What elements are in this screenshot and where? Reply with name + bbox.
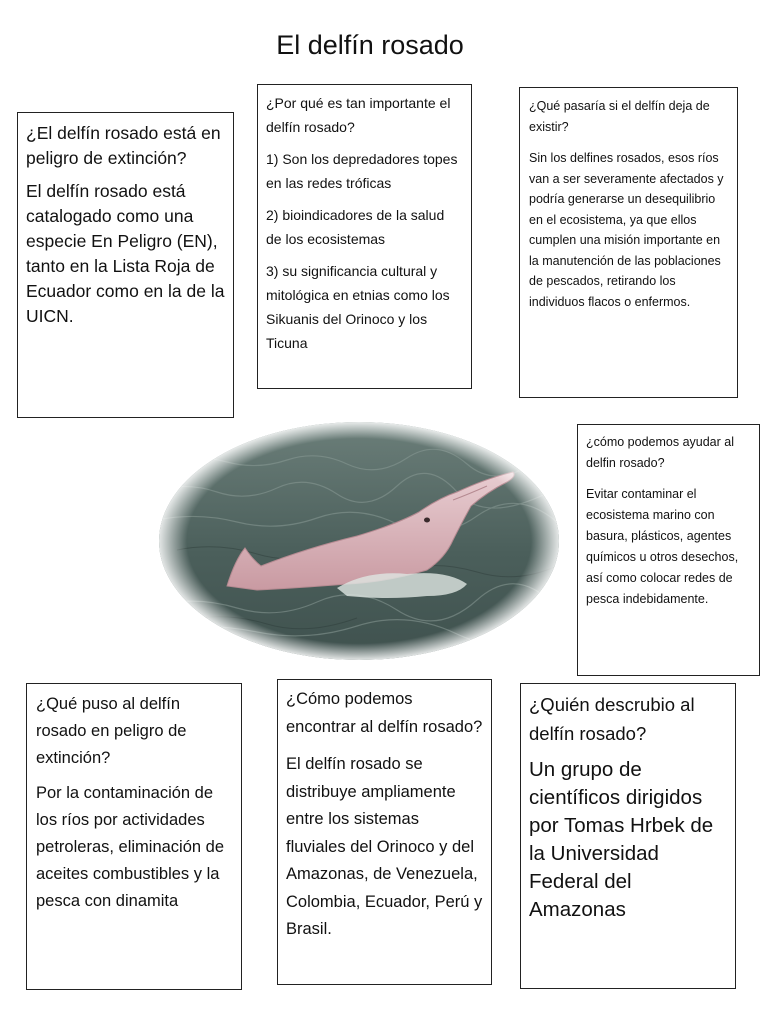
box-point-2: 2) bioindicadores de la salud de los ecosistemas (266, 207, 445, 247)
box-if-extinct (519, 87, 738, 398)
dolphin-illustration (157, 420, 561, 662)
box-extinction-status (17, 112, 234, 418)
box-answer: El delfín rosado está catalogado como una especie En Peligro (EN), tanto en la Lista Roja de Ecuador como en la de la UICN. (26, 181, 225, 326)
box-question: ¿Qué puso al delfín rosado en peligro de extinción? (36, 695, 187, 767)
box-discoverer (520, 683, 736, 989)
box-question: ¿Quién descrubio al delfín rosado? (529, 694, 695, 744)
box-answer: El delfín rosado se distribuye ampliamente entre los sistemas fluviales del Orinoco y del Amazonas, de Venezuela, Colombia, Ecuador, Perú y Brasil. (286, 755, 483, 938)
box-point-1: 1) Son los depredadores topes en las redes tróficas (266, 151, 458, 191)
box-answer: Sin los delfines rosados, esos ríos van a ser severamente afectados y podría generarse un desequilibrio en el ecosistema, ya que ellos cumplen una misión importante en la manutención de las poblaciones de pescados, retirando los individuos flacos o enfermos. (529, 151, 724, 309)
box-importance (257, 84, 472, 389)
page-title: El delfín rosado (276, 30, 464, 60)
box-answer: Por la contaminación de los ríos por actividades petroleras, eliminación de aceites combustibles y la pesca con dinamita (36, 784, 225, 910)
box-point-3: 3) su significancia cultural y mitológica en etnias como los Sikuanis del Orinoco y los Ticuna (266, 263, 450, 351)
box-how-to-help (577, 424, 760, 676)
box-answer: Evitar contaminar el ecosistema marino con basura, plásticos, agentes químicos u otros desechos, así como colocar redes de pesca indebidamente. (586, 487, 739, 606)
box-question: ¿Qué pasaría si el delfín deja de existir? (529, 99, 710, 134)
box-answer: Un grupo de científicos dirigidos por Tomas Hrbek de la Universidad Federal del Amazonas (529, 758, 714, 921)
box-question: ¿cómo podemos ayudar al delfin rosado? (586, 435, 734, 470)
box-question: ¿Cómo podemos encontrar al delfín rosado? (286, 690, 483, 736)
box-where-to-find (277, 679, 492, 985)
box-endangerment-cause (26, 683, 242, 990)
box-question: ¿El delfín rosado está en peligro de extinción? (26, 123, 221, 168)
box-question: ¿Por qué es tan importante el delfín rosado? (266, 95, 451, 135)
dolphin-photo (157, 420, 561, 662)
